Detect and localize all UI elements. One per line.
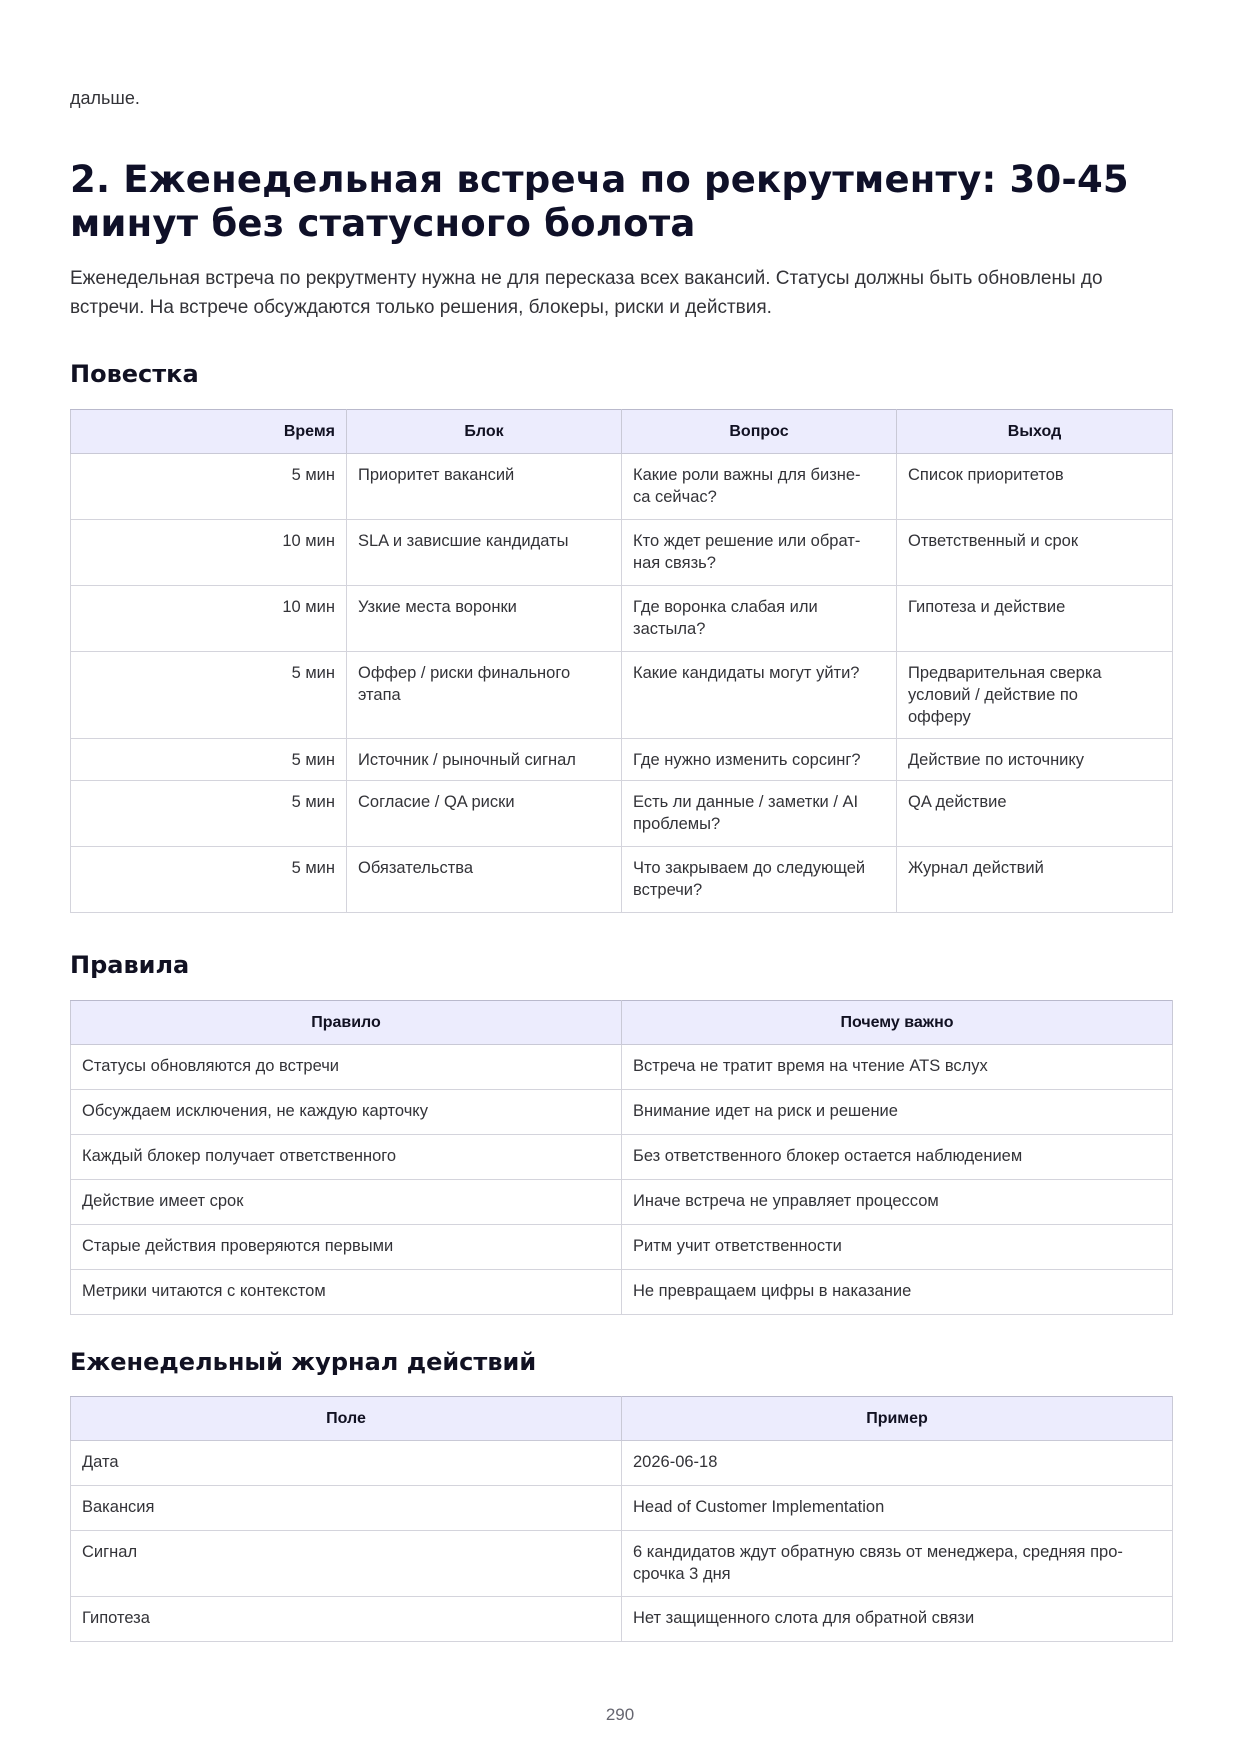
rules-row <box>71 1045 1173 1090</box>
lead-text: дальше. <box>70 88 140 108</box>
rules-header-reason: Почему важно <box>622 1001 1173 1045</box>
agenda-cell-output: Ответственный и срок <box>897 520 1173 586</box>
agenda-row <box>71 781 1173 847</box>
rules-cell-reason: Без ответственного блокер остается наблюдением <box>622 1135 1173 1180</box>
agenda-cell-output: Действие по источнику <box>897 739 1173 781</box>
log-cell-field: Вакансия <box>71 1486 622 1531</box>
log-row <box>71 1441 1173 1486</box>
agenda-cell-block: SLA и зависшие кандидаты <box>347 520 622 586</box>
agenda-header-time: Время <box>71 410 347 454</box>
rules-cell-reason: Ритм учит ответственности <box>622 1225 1173 1270</box>
agenda-cell-time: 10 мин <box>71 520 347 586</box>
log-cell-field: Дата <box>71 1441 622 1486</box>
agenda-cell-question: Какие кандидаты могут уйти? <box>622 652 897 739</box>
agenda-cell-block: Источник / рыночный сигнал <box>347 739 622 781</box>
agenda-header-output: Выход <box>897 410 1173 454</box>
agenda-cell-block: Узкие места воронки <box>347 586 622 652</box>
rules-row <box>71 1225 1173 1270</box>
agenda-cell-output: QA действие <box>897 781 1173 847</box>
agenda-cell-time: 5 мин <box>71 739 347 781</box>
rules-row <box>71 1090 1173 1135</box>
rules-row <box>71 1135 1173 1180</box>
agenda-row <box>71 652 1173 739</box>
intro-paragraph: Еженедельная встреча по рекрутменту нужна не для пересказа всех вакансий. Статусы должны быть обновлены до встречи. На встрече обсуждаются только решения, блокеры, риски и действия. <box>70 268 1103 318</box>
rules-cell-reason: Внимание идет на риск и решение <box>622 1090 1173 1135</box>
agenda-cell-block: Обязательства <box>347 847 622 913</box>
agenda-cell-time: 5 мин <box>71 454 347 520</box>
agenda-cell-block: Приоритет вакансий <box>347 454 622 520</box>
log-cell-field: Сигнал <box>71 1531 622 1597</box>
log-table <box>70 1396 1173 1642</box>
agenda-cell-output: Журнал действий <box>897 847 1173 913</box>
log-cell-example: 6 кандидатов ждут обратную связь от менеджера, средняя про- срочка 3 дня <box>622 1531 1173 1597</box>
agenda-row <box>71 847 1173 913</box>
agenda-cell-output: Гипотеза и действие <box>897 586 1173 652</box>
log-row <box>71 1597 1173 1642</box>
agenda-table <box>70 409 1173 913</box>
rules-cell-reason: Иначе встреча не управляет процессом <box>622 1180 1173 1225</box>
log-cell-example: Head of Customer Implementation <box>622 1486 1173 1531</box>
agenda-cell-output: Предварительная сверка условий / действие по офферу <box>897 652 1173 739</box>
rules-cell-rule: Старые действия проверяются первыми <box>71 1225 622 1270</box>
agenda-cell-block: Согласие / QA риски <box>347 781 622 847</box>
agenda-header-question: Вопрос <box>622 410 897 454</box>
section-heading: 2. Еженедельная встреча по рекрутменту: 30-45 минут без статусного болота <box>70 158 1129 245</box>
agenda-cell-question: Есть ли данные / заметки / AI проблемы? <box>622 781 897 847</box>
agenda-cell-question: Что закрываем до следующей встречи? <box>622 847 897 913</box>
rules-row <box>71 1270 1173 1315</box>
agenda-row <box>71 739 1173 781</box>
agenda-cell-question: Какие роли важны для бизне- са сейчас? <box>622 454 897 520</box>
agenda-row <box>71 520 1173 586</box>
rules-cell-reason: Встреча не тратит время на чтение ATS вслух <box>622 1045 1173 1090</box>
agenda-cell-question: Кто ждет решение или обрат- ная связь? <box>622 520 897 586</box>
agenda-row <box>71 586 1173 652</box>
agenda-cell-block: Оффер / риски финального этапа <box>347 652 622 739</box>
agenda-header-block: Блок <box>347 410 622 454</box>
rules-cell-rule: Обсуждаем исключения, не каждую карточку <box>71 1090 622 1135</box>
rules-cell-reason: Не превращаем цифры в наказание <box>622 1270 1173 1315</box>
page-number: 290 <box>605 1705 635 1724</box>
rules-table <box>70 1000 1173 1315</box>
agenda-row <box>71 454 1173 520</box>
rules-cell-rule: Метрики читаются с контекстом <box>71 1270 622 1315</box>
log-header-example: Пример <box>622 1397 1173 1441</box>
agenda-cell-time: 5 мин <box>71 652 347 739</box>
log-header-row <box>71 1397 1173 1441</box>
rules-cell-rule: Каждый блокер получает ответственного <box>71 1135 622 1180</box>
agenda-cell-time: 5 мин <box>71 847 347 913</box>
agenda-cell-question: Где нужно изменить сорсинг? <box>622 739 897 781</box>
log-row <box>71 1486 1173 1531</box>
rules-header-rule: Правило <box>71 1001 622 1045</box>
agenda-cell-time: 10 мин <box>71 586 347 652</box>
rules-row <box>71 1180 1173 1225</box>
agenda-cell-output: Список приоритетов <box>897 454 1173 520</box>
rules-header-row <box>71 1001 1173 1045</box>
rules-cell-rule: Статусы обновляются до встречи <box>71 1045 622 1090</box>
log-row <box>71 1531 1173 1597</box>
log-cell-example: 2026-06-18 <box>622 1441 1173 1486</box>
rules-title: Правила <box>70 951 190 979</box>
agenda-header-row <box>71 410 1173 454</box>
agenda-cell-question: Где воронка слабая или застыла? <box>622 586 897 652</box>
agenda-title: Повестка <box>70 360 199 388</box>
rules-cell-rule: Действие имеет срок <box>71 1180 622 1225</box>
agenda-cell-time: 5 мин <box>71 781 347 847</box>
log-cell-field: Гипотеза <box>71 1597 622 1642</box>
log-title: Еженедельный журнал действий <box>70 1348 537 1376</box>
log-cell-example: Нет защищенного слота для обратной связи <box>622 1597 1173 1642</box>
log-header-field: Поле <box>71 1397 622 1441</box>
